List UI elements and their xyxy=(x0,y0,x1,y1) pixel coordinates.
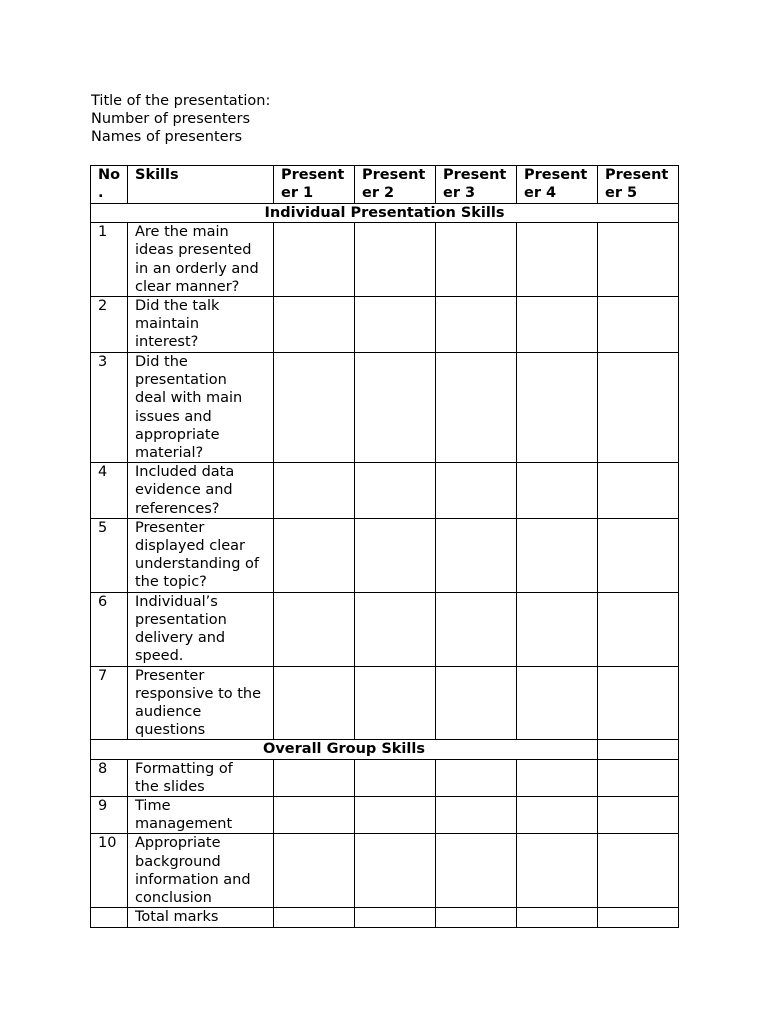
score-cell[interactable] xyxy=(355,518,436,592)
score-cell[interactable] xyxy=(274,463,355,519)
score-cell[interactable] xyxy=(436,759,517,796)
score-cell[interactable] xyxy=(517,797,598,834)
table-row xyxy=(91,353,679,463)
score-cell[interactable] xyxy=(274,353,355,463)
skill-description: Time management xyxy=(128,797,274,834)
score-cell[interactable] xyxy=(436,518,517,592)
score-cell[interactable] xyxy=(517,518,598,592)
total-cell[interactable] xyxy=(598,908,679,927)
skill-description: Appropriate background information and conclusion xyxy=(128,834,274,908)
section-row-individual xyxy=(91,204,679,223)
score-cell[interactable] xyxy=(598,297,679,353)
table-row xyxy=(91,797,679,834)
score-cell[interactable] xyxy=(436,797,517,834)
score-cell[interactable] xyxy=(436,666,517,740)
total-marks-label: Total marks xyxy=(128,908,274,927)
row-number: 10 xyxy=(91,834,128,908)
table-row xyxy=(91,666,679,740)
skill-description: Did the presentation deal with main issues and appropriate material? xyxy=(128,353,274,463)
row-number: 3 xyxy=(91,353,128,463)
score-cell[interactable] xyxy=(517,297,598,353)
score-cell[interactable] xyxy=(436,463,517,519)
score-cell[interactable] xyxy=(274,297,355,353)
score-cell[interactable] xyxy=(598,759,679,796)
score-cell[interactable] xyxy=(517,353,598,463)
table-row xyxy=(91,834,679,908)
total-cell[interactable] xyxy=(274,908,355,927)
row-number: 4 xyxy=(91,463,128,519)
score-cell[interactable] xyxy=(274,223,355,297)
score-cell[interactable] xyxy=(598,223,679,297)
names-of-presenters-line: Names of presenters xyxy=(91,129,243,146)
column-header-presenter-4: Present er 4 xyxy=(517,166,598,204)
section-title-group-skills: Overall Group Skills xyxy=(91,740,598,759)
score-cell[interactable] xyxy=(436,353,517,463)
score-cell[interactable] xyxy=(355,666,436,740)
total-cell[interactable] xyxy=(436,908,517,927)
score-cell[interactable] xyxy=(436,592,517,666)
score-cell[interactable] xyxy=(355,759,436,796)
score-cell[interactable] xyxy=(517,592,598,666)
total-cell[interactable] xyxy=(517,908,598,927)
section-row-empty-cell xyxy=(598,740,679,759)
total-marks-row xyxy=(91,908,679,927)
score-cell[interactable] xyxy=(355,297,436,353)
score-cell[interactable] xyxy=(274,797,355,834)
row-number: 1 xyxy=(91,223,128,297)
skill-description: Included data evidence and references? xyxy=(128,463,274,519)
skill-description: Did the talk maintain interest? xyxy=(128,297,274,353)
score-cell[interactable] xyxy=(436,223,517,297)
score-cell[interactable] xyxy=(598,592,679,666)
skill-description: Presenter responsive to the audience questions xyxy=(128,666,274,740)
score-cell[interactable] xyxy=(436,834,517,908)
table-row xyxy=(91,592,679,666)
score-cell[interactable] xyxy=(598,463,679,519)
presentation-info-header xyxy=(91,92,270,147)
score-cell[interactable] xyxy=(274,666,355,740)
section-title-individual-skills: Individual Presentation Skills xyxy=(91,204,679,223)
score-cell[interactable] xyxy=(274,592,355,666)
score-cell[interactable] xyxy=(355,353,436,463)
row-number: 2 xyxy=(91,297,128,353)
score-cell[interactable] xyxy=(274,834,355,908)
score-cell[interactable] xyxy=(355,223,436,297)
score-cell[interactable] xyxy=(355,834,436,908)
total-cell[interactable] xyxy=(355,908,436,927)
column-header-no: No . xyxy=(91,166,128,204)
skill-description: Individual’s presentation delivery and speed. xyxy=(128,592,274,666)
table-row xyxy=(91,297,679,353)
column-header-presenter-5: Present er 5 xyxy=(598,166,679,204)
score-cell[interactable] xyxy=(517,223,598,297)
section-row-group xyxy=(91,740,679,759)
table-row xyxy=(91,223,679,297)
row-number: 9 xyxy=(91,797,128,834)
column-header-presenter-2: Present er 2 xyxy=(355,166,436,204)
score-cell[interactable] xyxy=(355,797,436,834)
skill-description: Formatting of the slides xyxy=(128,759,274,796)
score-cell[interactable] xyxy=(598,834,679,908)
column-header-presenter-3: Present er 3 xyxy=(436,166,517,204)
score-cell[interactable] xyxy=(517,463,598,519)
table-row xyxy=(91,463,679,519)
row-number: 6 xyxy=(91,592,128,666)
score-cell[interactable] xyxy=(436,297,517,353)
number-of-presenters-line: Number of presenters xyxy=(91,111,250,128)
row-number xyxy=(91,908,128,927)
score-cell[interactable] xyxy=(274,518,355,592)
column-header-presenter-1: Present er 1 xyxy=(274,166,355,204)
title-of-presentation-line: Title of the presentation: xyxy=(91,93,271,109)
score-cell[interactable] xyxy=(517,834,598,908)
score-cell[interactable] xyxy=(517,666,598,740)
score-cell[interactable] xyxy=(598,353,679,463)
score-cell[interactable] xyxy=(355,463,436,519)
table-row xyxy=(91,759,679,796)
score-cell[interactable] xyxy=(598,518,679,592)
row-number: 5 xyxy=(91,518,128,592)
score-cell[interactable] xyxy=(355,592,436,666)
column-header-skills: Skills xyxy=(128,166,274,204)
table-row xyxy=(91,518,679,592)
score-cell[interactable] xyxy=(274,759,355,796)
score-cell[interactable] xyxy=(598,666,679,740)
skill-description: Presenter displayed clear understanding of the topic? xyxy=(128,518,274,592)
score-cell[interactable] xyxy=(598,797,679,834)
row-number: 7 xyxy=(91,666,128,740)
row-number: 8 xyxy=(91,759,128,796)
skill-description: Are the main ideas presented in an orderly and clear manner? xyxy=(128,223,274,297)
table-header-row xyxy=(91,166,679,204)
evaluation-rubric-table xyxy=(90,165,679,928)
score-cell[interactable] xyxy=(517,759,598,796)
